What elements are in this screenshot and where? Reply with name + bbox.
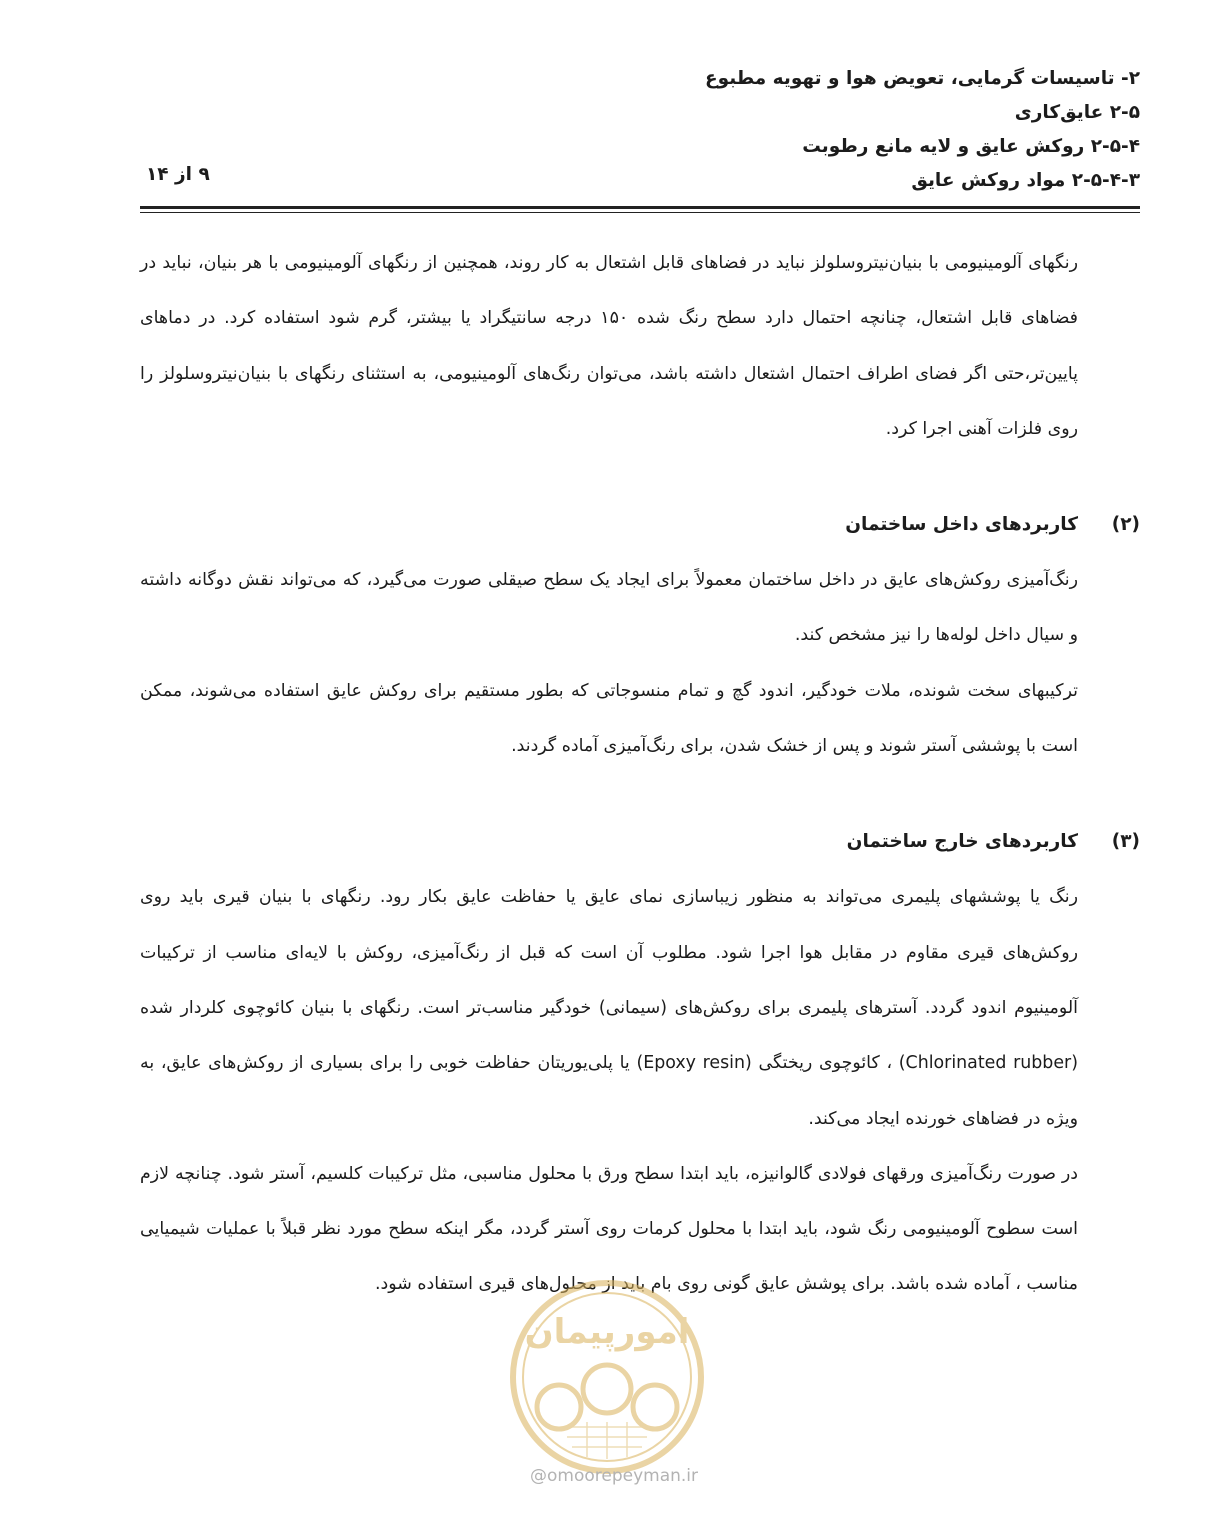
watermark-site-url: @omoorepeyman.ir [529,1466,699,1486]
header-subsection: ۲-۵-۴ روکش عایق و لایه مانع رطوبت [802,136,1140,157]
section-title: کاربردهای خارج ساختمان [846,831,1078,853]
paragraph: رنگ‌آمیزی روکش‌های عایق در داخل ساختمان معمولاً برای ایجاد یک سطح صیقلی صورت می‌گیرد، که می‌تواند نقش دوگانه داشته و سیال داخل لوله‌ها را نیز مشخص کند. [140,570,1078,646]
section-heading-exterior [140,814,1140,870]
header-divider-thin [140,212,1140,213]
section-title: کاربردهای داخل ساختمان [845,514,1078,536]
header-chapter: ۲- تاسیسات گرمایی، تعویض هوا و تهویه مطبوع [704,68,1140,89]
header-section: ۲-۵ عایق‌کاری [1014,102,1140,123]
watermark-brand: امورپیمان [524,1312,690,1352]
paragraph: در صورت رنگ‌آمیزی ورقهای فولادی گالوانیزه، باید ابتدا سطح ورق با محلول مناسبی، مثل ترکیبات کلسیم، آستر شود. چنانچه لازم است سطوح آلومینیومی رنگ شود، باید ابتدا با محلول کرمات روی آستر گردد، مگر اینکه سطح مورد نظر قبلاً با عملیات شیمیایی مناسب ، آماده شده باشد. برای پوشش عایق گونی روی بام باید از محلول‌های قیری استفاده شود. [140,1163,1078,1295]
paragraph: ترکیبهای سخت شونده، ملات خودگیر، اندود گچ و تمام منسوجاتی که بطور مستقیم برای روکش عایق استفاده می‌شوند، ممکن است با پوششی آستر شوند و پس از خشک شدن، برای رنگ‌آمیزی آماده گردند. [140,680,1078,757]
page-body [140,236,1140,1313]
paragraph: رنگ یا پوششهای پلیمری می‌تواند به منظور زیباسازی نمای عایق یا حفاظت عایق بکار رود. رنگهای با بنیان قیری باید روی روکش‌های قیری مقاوم در مقابل هوا اجرا شود. مطلوب آن است که قبل از رنگ‌آمیزی، روکش با لایه‌ای مناسب از ترکیبات آلومینیوم اندود گردد. آسترهای پلیمری برای روکش‌های (سیمانی) خودگیر مناسب‌تر است. رنگهای با بنیان کائوچوی کلردار شده (Chlorinated rubber) ، کائوچوی ریختگی (Epoxy resin) یا پلی‌یوریتان حفاظت خوبی را برای بسیاری از روکش‌های عایق، به ویژه در فضاهای خورنده ایجاد می‌کند. [140,887,1078,1129]
page-header [140,62,1140,198]
section-heading-interior [140,497,1140,553]
section-number: (۳) [1111,831,1140,853]
section-number: (۲) [1111,514,1140,536]
header-divider-thick [140,206,1140,209]
page-number: ۹ از ۱۴ [146,164,210,185]
intro-paragraph: رنگهای آلومینیومی با بنیان‌نیتروسلولز نباید در فضاهای قابل اشتعال به کار روند، همچنین از رنگهای آلومینیومی با هر بنیان، نباید در فضاهای قابل اشتعال، چنانچه احتمال دارد سطح رنگ شده ۱۵۰ درجه سانتیگراد یا بیشتر، گرم شود استفاده کرد. در دماهای پایین‌تر،حتی اگر فضای اطراف احتمال اشتعال داشته باشد، می‌توان رنگ‌های آلومینیومی، به استثنای رنگهای با بنیان‌نیتروسلولز را روی فلزات آهنی اجرا کرد. [140,253,1078,439]
header-topic: ۲-۵-۴-۳ مواد روکش عایق [911,170,1140,191]
